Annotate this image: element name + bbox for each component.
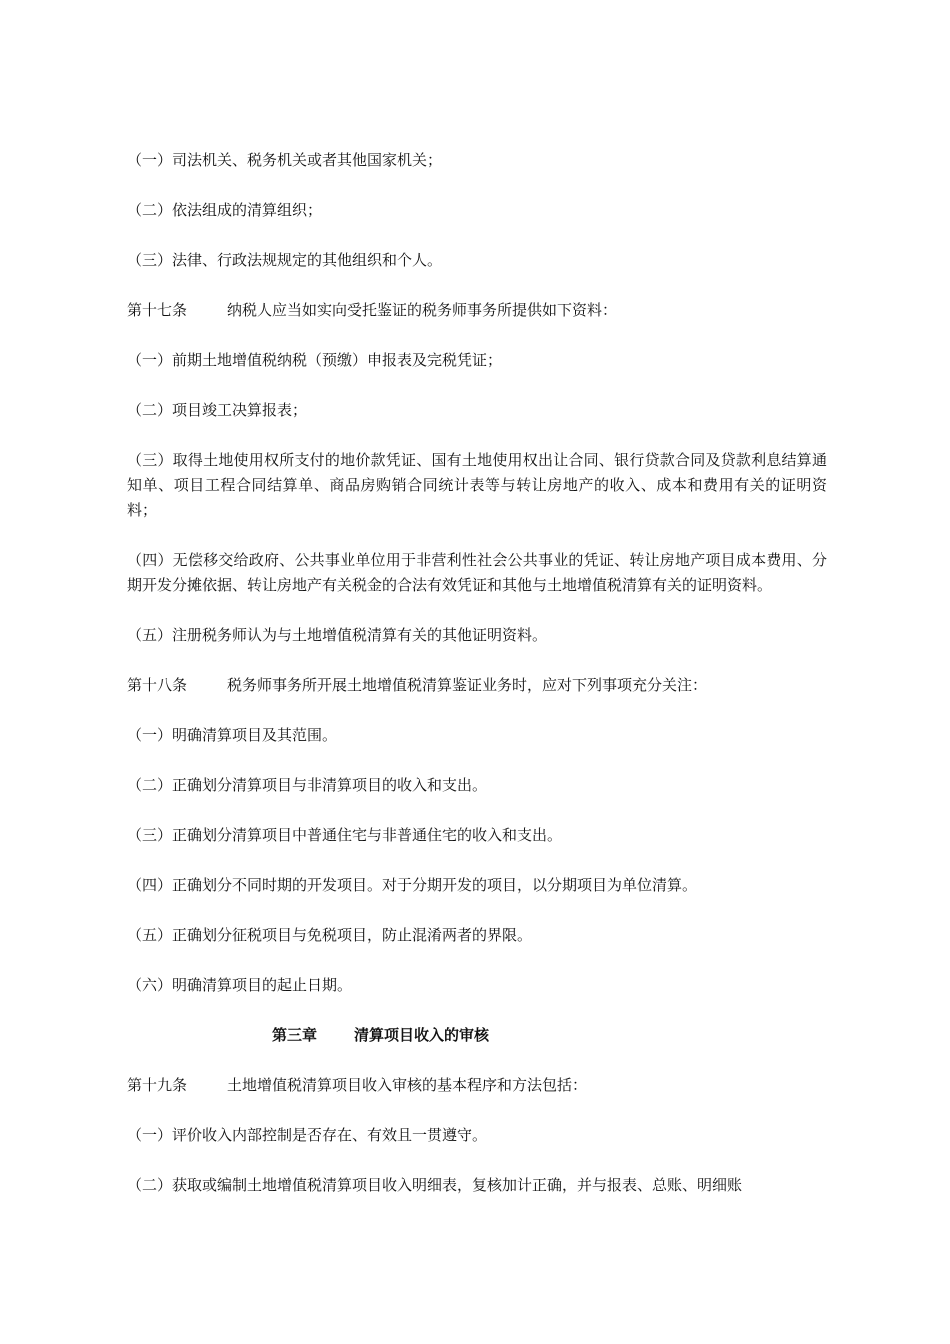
paragraph: （二）项目竣工决算报表； [127,401,308,419]
chapter-number: 第三章 [272,1026,318,1044]
article-number: 第十七条 [127,301,188,319]
paragraph: （二）依法组成的清算组织； [127,201,323,219]
paragraph: （五）注册税务师认为与土地增值税清算有关的其他证明资料。 [127,626,548,644]
paragraph: （二）获取或编制土地增值税清算项目收入明细表，复核加计正确，并与报表、总账、明细账 [127,1176,743,1194]
paragraph: （一）评价收入内部控制是否存在、有效且一贯遵守。 [127,1126,488,1144]
chapter-title: 清算项目收入的审核 [354,1026,490,1044]
article-number: 第十九条 [127,1076,188,1094]
chapter-heading [127,1023,827,1048]
article-number: 第十八条 [127,676,188,694]
paragraph: （四）正确划分不同时期的开发项目。对于分期开发的项目，以分期项目为单位清算。 [127,876,698,894]
document-body [127,148,827,1223]
paragraph: （五）正确划分征税项目与免税项目，防止混淆两者的界限。 [127,926,533,944]
paragraph: （六）明确清算项目的起止日期。 [127,976,353,994]
paragraph: （四）无偿移交给政府、公共事业单位用于非营利性社会公共事业的凭证、转让房地产项目成本费用、分期开发分摊依据、转让房地产有关税金的合法有效凭证和其他与土地增值税清算有关的证明资料。 [127,551,827,594]
article-paragraph: 第十八条 税务师事务所开展土地增值税清算鉴证业务时，应对下列事项充分关注： [127,673,827,698]
paragraph: （三）法律、行政法规规定的其他组织和个人。 [127,251,443,269]
paragraph: （三）正确划分清算项目中普通住宅与非普通住宅的收入和支出。 [127,826,563,844]
paragraph: （三）取得土地使用权所支付的地价款凭证、国有土地使用权出让合同、银行贷款合同及贷款利息结算通知单、项目工程合同结算单、商品房购销合同统计表等与转让房地产的收入、成本和费用有关的证明资料； [127,451,827,519]
paragraph: （一）明确清算项目及其范围。 [127,726,338,744]
paragraph: （一）前期土地增值税纳税（预缴）申报表及完税凭证； [127,351,503,369]
article-paragraph: 第十九条 土地增值税清算项目收入审核的基本程序和方法包括： [127,1073,827,1098]
paragraph: （二）正确划分清算项目与非清算项目的收入和支出。 [127,776,488,794]
paragraph: （一）司法机关、税务机关或者其他国家机关； [127,151,443,169]
article-paragraph: 第十七条 纳税人应当如实向受托鉴证的税务师事务所提供如下资料： [127,298,827,323]
